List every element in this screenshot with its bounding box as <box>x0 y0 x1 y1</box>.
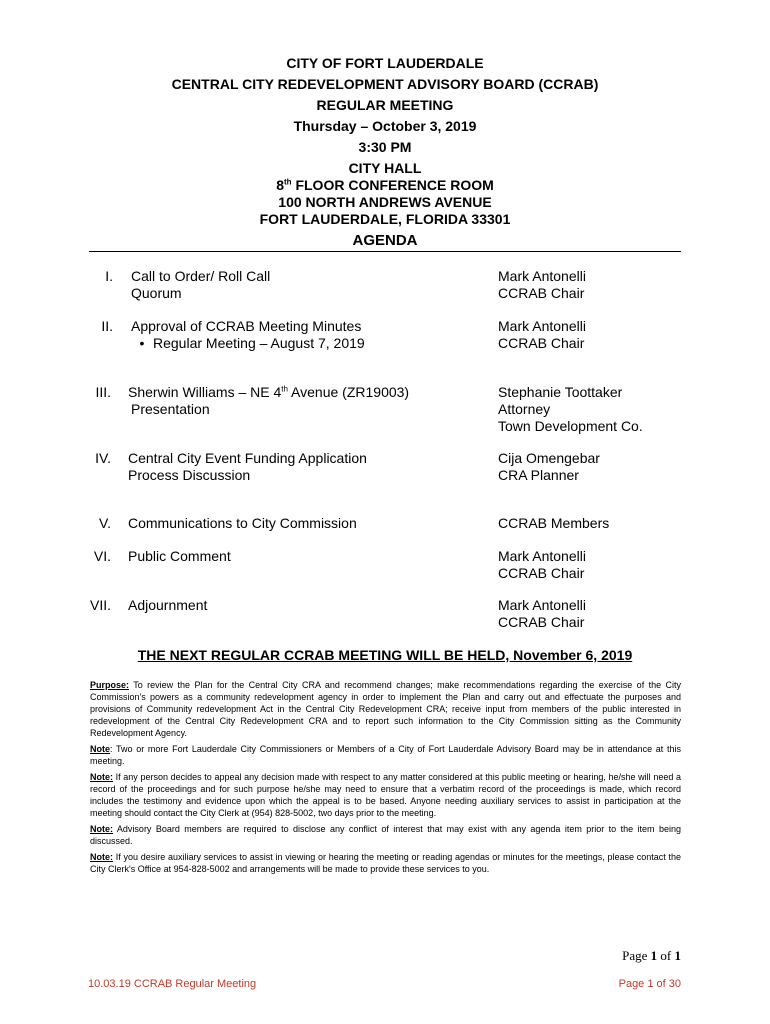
floor-room: FLOOR CONFERENCE ROOM <box>291 177 494 193</box>
header-board: CENTRAL CITY REDEVELOPMENT ADVISORY BOARD (CCRAB) <box>171 76 599 92</box>
item-presenter <box>498 318 586 352</box>
item-title <box>128 384 409 418</box>
presenter-name: Mark Antonelli <box>498 597 586 613</box>
presenter-role: CCRAB Chair <box>498 614 585 630</box>
page-counter <box>622 948 681 964</box>
footer-page-number: Page 1 of 30 <box>618 978 681 990</box>
item-number: IV. <box>95 450 111 466</box>
page-current: 1 <box>650 948 658 963</box>
note-label: Note: <box>90 772 113 782</box>
item-presenter <box>498 548 586 582</box>
header-street: 100 NORTH ANDREWS AVENUE <box>278 194 492 210</box>
note-label: Purpose: <box>90 680 130 690</box>
meeting-header <box>0 53 770 228</box>
note-text: To review the Plan for the Central City CRA and recommend changes; make recommendations regarding the exercise of the City Commission's powers as a community redevelopment agency in order to implement the Plan and carry out and effectuate the purposes and provisions of Community redevelopment Act in the Central City Redevelopment CRA; receive input from members of the public interested in redevelopment of the Central City Redevelopment CRA and to report such information to the City Commission sitting as the Community Redevelopment Agency. <box>90 680 681 738</box>
presenter-name: Mark Antonelli <box>498 548 586 564</box>
item-title: Adjournment <box>128 597 208 613</box>
presenter-name: Mark Antonelli <box>498 268 586 284</box>
item-title-line: Central City Event Funding Application <box>128 450 367 466</box>
presenter-role: CCRAB Chair <box>498 565 585 581</box>
item-title-line-end: Avenue (ZR19003) <box>287 384 410 400</box>
header-city-state: FORT LAUDERDALE, FLORIDA 33301 <box>259 211 511 227</box>
note-conflict <box>90 823 681 847</box>
header-time: 3:30 PM <box>358 139 412 155</box>
header-location <box>0 160 770 228</box>
presenter-name: Mark Antonelli <box>498 318 586 334</box>
page-word: Page <box>622 948 648 963</box>
item-presenter <box>498 450 600 484</box>
floor-number: 8 <box>276 177 284 193</box>
note-text: If any person decides to appeal any decision made with respect to any matter considered at this public meeting or hearing, he/she will need a record of the proceedings and for such purpose he/she may need to ensure that a verbatim record of the proceedings is made, which record includes the testimony and evidence upon which the appeal is to be based. Anyone needing auxiliary services to assist in participation at the meeting should contact the City Clerk at (954) 828-5002, two days prior to the meeting. <box>90 772 681 818</box>
item-presenter <box>498 268 586 302</box>
header-floor <box>0 177 770 194</box>
item-presenter: CCRAB Members <box>498 515 610 531</box>
notes-section <box>90 679 681 879</box>
agenda-divider <box>89 251 681 252</box>
note-label: Note: <box>90 852 113 862</box>
presenter-role: CCRAB Chair <box>498 285 585 301</box>
item-number: II. <box>101 318 113 334</box>
presenter-role: Attorney <box>498 401 551 417</box>
item-title <box>131 318 365 352</box>
item-title <box>131 268 270 302</box>
item-title-line: Approval of CCRAB Meeting Minutes <box>131 318 362 334</box>
page-of-word: of <box>660 948 672 963</box>
agenda-title: AGENDA <box>352 232 418 249</box>
footer-document-name: 10.03.19 CCRAB Regular Meeting <box>88 978 257 990</box>
note-purpose <box>90 679 681 739</box>
presenter-role: CRA Planner <box>498 467 579 483</box>
presenter-role: CCRAB Chair <box>498 335 585 351</box>
note-label: Note: <box>90 824 113 834</box>
note-attendance <box>90 743 681 767</box>
note-text: Advisory Board members are required to disclose any conflict of interest that may exist with any agenda item prior to the item being discussed. <box>90 824 681 846</box>
item-title-line: Call to Order/ Roll Call <box>131 268 271 284</box>
floor-superscript: th <box>284 177 292 187</box>
presenter-name: Stephanie Toottaker <box>498 384 623 400</box>
note-appeal <box>90 771 681 819</box>
item-presenter <box>498 597 586 631</box>
header-city: CITY OF FORT LAUDERDALE <box>286 55 484 71</box>
note-label: Note <box>90 744 110 754</box>
item-presenter <box>498 384 643 435</box>
header-place: CITY HALL <box>348 160 422 176</box>
note-text: : Two or more Fort Lauderdale City Commissioners or Members of a City of Fort Lauderdale Advisory Board may be in attendance at this meeting. <box>90 744 681 766</box>
item-number: III. <box>95 384 111 400</box>
item-title-line: Sherwin Williams – NE 4 <box>128 384 282 400</box>
item-title: Public Comment <box>128 548 231 564</box>
item-number: I. <box>105 268 113 284</box>
presenter-organization: Town Development Co. <box>498 418 643 434</box>
bullet-icon: • <box>139 335 145 351</box>
item-title-superscript: th <box>281 384 288 394</box>
page-total: 1 <box>674 948 681 963</box>
item-subtitle-line: Process Discussion <box>128 467 251 483</box>
item-subtitle-line: Quorum <box>131 285 182 301</box>
item-subtitle-line: Presentation <box>131 401 210 417</box>
item-number: V. <box>99 515 111 531</box>
item-subtitle-line: Regular Meeting – August 7, 2019 <box>153 335 365 351</box>
item-number: VII. <box>89 597 111 613</box>
header-meeting-type: REGULAR MEETING <box>316 97 454 113</box>
presenter-name: Cija Omengebar <box>498 450 600 466</box>
next-meeting-notice: THE NEXT REGULAR CCRAB MEETING WILL BE HELD, November 6, 2019 <box>137 647 633 663</box>
item-number: VI. <box>93 548 111 564</box>
item-title <box>128 450 367 484</box>
note-text: If you desire auxiliary services to assist in viewing or hearing the meeting or reading agendas or minutes for the meetings, please contact the City Clerk's Office at 954-828-5002 and arrangements will be made to provide these services to you. <box>90 852 681 874</box>
item-title: Communications to City Commission <box>128 515 357 531</box>
header-date: Thursday – October 3, 2019 <box>293 118 477 134</box>
note-auxiliary <box>90 851 681 875</box>
